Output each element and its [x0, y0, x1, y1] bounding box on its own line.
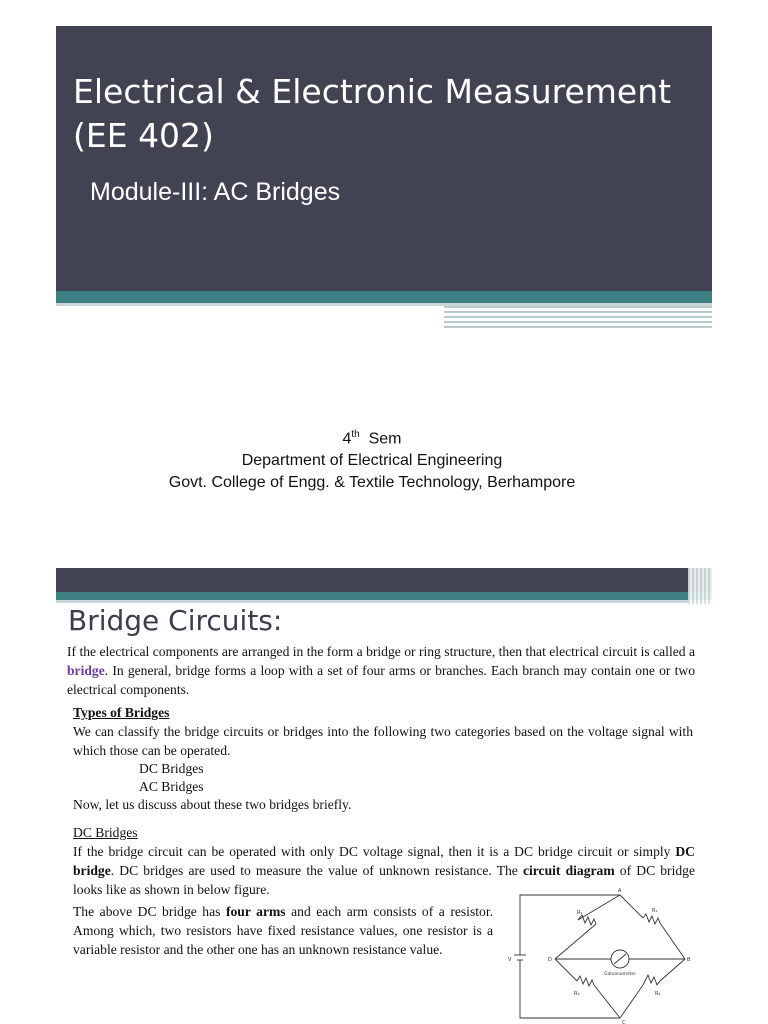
r4-label: R₄	[655, 991, 661, 997]
type-dc-bridges: DC Bridges	[139, 761, 204, 776]
bridge-highlight: bridge	[67, 663, 105, 678]
slide-title: Bridge Circuits:	[68, 604, 283, 637]
resistor-r4	[643, 975, 660, 985]
college-line: Govt. College of Engg. & Textile Technology, Berhampore	[168, 474, 576, 492]
arm-d-r3	[555, 959, 577, 981]
content-accent-band	[56, 592, 712, 600]
dc-bridge-circuit-diagram	[500, 884, 710, 1024]
node-a-label: A	[618, 888, 622, 894]
r3-label: R₃	[574, 991, 580, 997]
arm-r4-c	[620, 985, 643, 1018]
arm-b-r4	[660, 959, 685, 981]
content-accent-line	[56, 600, 712, 603]
arm-r2-b	[660, 923, 685, 959]
arm-r3-c	[594, 985, 620, 1018]
course-title-line2: (EE 402)	[73, 116, 214, 155]
r1-label: R₁	[577, 910, 583, 916]
title-slide-header	[56, 26, 712, 291]
node-d-label: D	[548, 957, 552, 963]
dc-paragraph: If the bridge circuit can be operated with only DC voltage signal, then it is a DC bridge circuit or simply DC bridge. DC bridges are used to measure the value of unknown resistance. The circuit diagram of DC bridge looks like as shown in below figure.	[73, 844, 695, 897]
semester-line: 4th Sem	[342, 429, 402, 448]
resistor-r2	[643, 914, 660, 924]
arm-a-r2	[620, 895, 643, 918]
resistor-r1	[578, 915, 596, 925]
department-line: Department of Electrical Engineering	[241, 452, 503, 470]
header-decor-stripes	[444, 306, 712, 328]
galvanometer-label: Galvanometer	[604, 972, 637, 977]
type-ac-bridges: AC Bridges	[139, 779, 204, 794]
arms-paragraph: The above DC bridge has four arms and each arm consists of a resistor. Among which, two resistors have fixed resistance values, one resistor is a variable resistor and the other one has an unknown resistance value.	[73, 904, 493, 957]
arm-r1-d	[555, 924, 596, 959]
source-wire-bottom	[520, 960, 620, 1018]
course-title-line1: Electrical & Electronic Measurement	[73, 72, 672, 111]
content-slide-header	[56, 568, 712, 592]
types-paragraph: We can classify the bridge circuits or bridges into the following two categories based on the voltage signal with which those can be operated.	[73, 724, 693, 758]
r2-label: R₂	[652, 908, 658, 914]
arm-a-r1	[578, 895, 620, 920]
header-accent-band	[56, 291, 712, 303]
course-info	[0, 424, 744, 494]
content-decor-stripes	[688, 568, 712, 604]
discuss-line: Now, let us discuss about these two bridges briefly.	[73, 797, 352, 812]
types-heading: Types of Bridges	[73, 705, 170, 720]
resistor-r3	[577, 976, 594, 986]
module-subtitle: Module-III: AC Bridges	[90, 178, 341, 206]
course-title	[73, 70, 703, 158]
galvanometer-needle	[614, 954, 626, 964]
node-c-label: C	[622, 1020, 626, 1024]
dc-bridges-heading: DC Bridges	[73, 825, 138, 840]
node-b-label: B	[687, 957, 691, 963]
intro-paragraph: If the electrical components are arranged in the form a bridge or ring structure, then that electrical circuit is called a bridge. In general, bridge forms a loop with a set of four arms or branches. Each branch may contain one or two electrical components.	[67, 644, 695, 697]
source-label: V	[508, 957, 512, 963]
